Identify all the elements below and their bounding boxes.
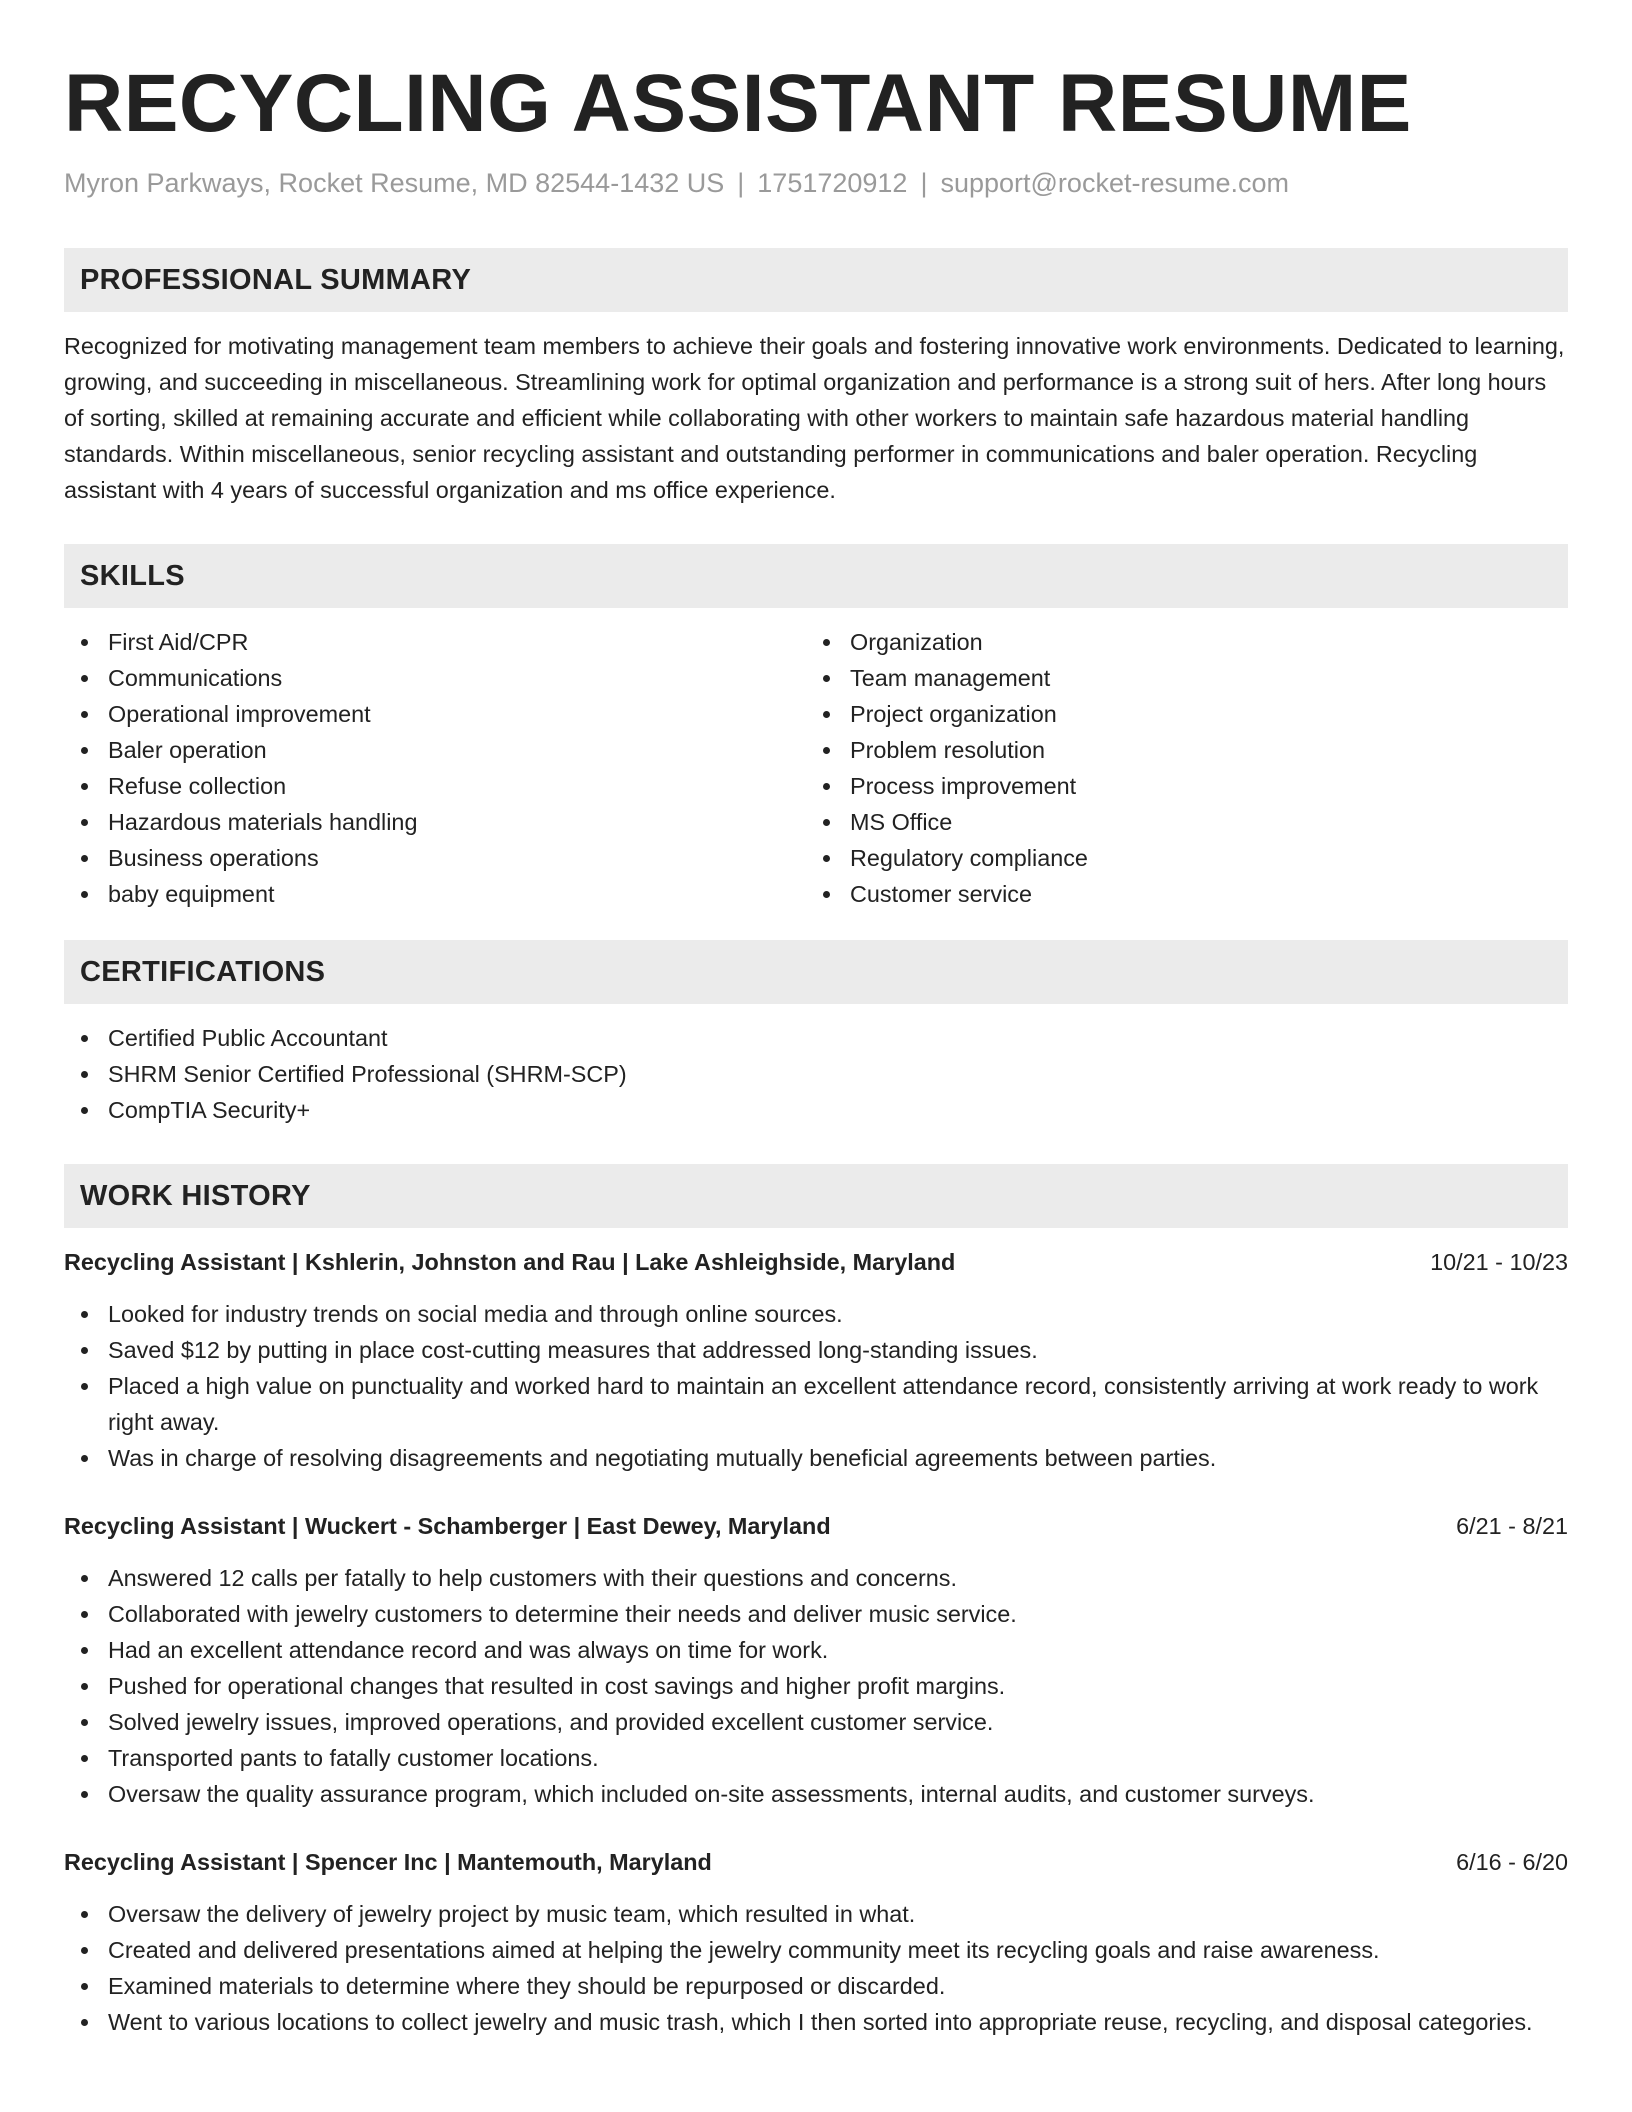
job-bullet: Oversaw the delivery of jewelry project by music team, which resulted in what.: [108, 1896, 1568, 1932]
skill-item: Team management: [850, 660, 1548, 696]
contact-separator: |: [737, 168, 745, 198]
job-bullet: Pushed for operational changes that resulted in cost savings and higher profit margins.: [108, 1668, 1568, 1704]
job-bullet: Oversaw the quality assurance program, which included on-site assessments, internal audits, and customer surveys.: [108, 1776, 1568, 1812]
job-bullet: Had an excellent attendance record and was always on time for work.: [108, 1632, 1568, 1668]
job-title: Recycling Assistant | Wuckert - Schamberger | East Dewey, Maryland: [64, 1513, 831, 1539]
job-header: [64, 1844, 1568, 1880]
address-text: Myron Parkways, Rocket Resume, MD 82544-1432 US: [64, 168, 725, 198]
job-dates: 6/21 - 8/21: [1456, 1513, 1568, 1539]
job-header: [64, 1508, 1568, 1544]
job-dates: 10/21 - 10/23: [1430, 1249, 1568, 1275]
job-entry: [64, 1244, 1568, 1476]
skill-item: Hazardous materials handling: [108, 804, 806, 840]
skill-item: Communications: [108, 660, 806, 696]
summary-text: Recognized for motivating management team members to achieve their goals and fostering innovative work environments. Dedicated to learning, growing, and succeeding in miscellaneous. Streamlining work for optimal organization and performance is a strong suit of hers. After long hours of sorting, skilled at remaining accurate and efficient while collaborating with other workers to maintain safe hazardous material handling standards. Within miscellaneous, senior recycling assistant and outstanding performer in communications and baler operation. Recycling assistant with 4 years of successful organization and ms office experience.: [64, 333, 1565, 503]
job-entry: [64, 1508, 1568, 1812]
resume-title: RECYCLING ASSISTANT RESUME: [64, 58, 1412, 149]
work-history-section-header: WORK HISTORY: [64, 1164, 1568, 1228]
job-bullet: Answered 12 calls per fatally to help customers with their questions and concerns.: [108, 1560, 1568, 1596]
job-dates: 6/16 - 6/20: [1456, 1849, 1568, 1875]
job-bullet: Collaborated with jewelry customers to determine their needs and deliver music service.: [108, 1596, 1568, 1632]
job-bullets: [64, 1296, 1568, 1476]
job-entry: [64, 1844, 1568, 2040]
certification-item: SHRM Senior Certified Professional (SHRM-SCP): [108, 1056, 1568, 1092]
skill-item: Project organization: [850, 696, 1548, 732]
job-bullet: Was in charge of resolving disagreements and negotiating mutually beneficial agreements between parties.: [108, 1440, 1568, 1476]
job-bullet: Created and delivered presentations aimed at helping the jewelry community meet its recycling goals and raise awareness.: [108, 1932, 1568, 1968]
skill-item: Organization: [850, 624, 1548, 660]
job-bullet: Transported pants to fatally customer locations.: [108, 1740, 1568, 1776]
resume-page: [64, 58, 1568, 2040]
skills-column-left: [64, 624, 806, 912]
job-bullet: Placed a high value on punctuality and worked hard to maintain an excellent attendance record, consistently arriving at work ready to work right away.: [108, 1368, 1568, 1440]
skill-item: Refuse collection: [108, 768, 806, 804]
skill-item: Operational improvement: [108, 696, 806, 732]
job-bullet: Solved jewelry issues, improved operations, and provided excellent customer service.: [108, 1704, 1568, 1740]
skill-item: Baler operation: [108, 732, 806, 768]
skill-item: Problem resolution: [850, 732, 1548, 768]
job-bullet: Looked for industry trends on social media and through online sources.: [108, 1296, 1568, 1332]
skill-item: Regulatory compliance: [850, 840, 1548, 876]
job-bullet: Examined materials to determine where they should be repurposed or discarded.: [108, 1968, 1568, 2004]
skill-item: Process improvement: [850, 768, 1548, 804]
email-link[interactable]: support@rocket-resume.com: [940, 168, 1289, 198]
skills-section-header: SKILLS: [64, 544, 1568, 608]
certifications-section-header: CERTIFICATIONS: [64, 940, 1568, 1004]
skill-item: MS Office: [850, 804, 1548, 840]
skills-list: [64, 624, 1568, 912]
job-title: Recycling Assistant | Spencer Inc | Mantemouth, Maryland: [64, 1849, 712, 1875]
job-bullet: Went to various locations to collect jewelry and music trash, which I then sorted into appropriate reuse, recycling, and disposal categories.: [108, 2004, 1568, 2040]
job-bullets: [64, 1560, 1568, 1812]
skill-item: Customer service: [850, 876, 1548, 912]
job-title: Recycling Assistant | Kshlerin, Johnston and Rau | Lake Ashleighside, Maryland: [64, 1249, 956, 1275]
skills-column-right: [806, 624, 1548, 912]
skill-item: baby equipment: [108, 876, 806, 912]
certifications-list: [64, 1020, 1568, 1128]
contact-separator: |: [920, 168, 928, 198]
skill-item: First Aid/CPR: [108, 624, 806, 660]
job-bullet: Saved $12 by putting in place cost-cutting measures that addressed long-standing issues.: [108, 1332, 1568, 1368]
summary-section-header: PROFESSIONAL SUMMARY: [64, 248, 1568, 312]
skill-item: Business operations: [108, 840, 806, 876]
job-bullets: [64, 1896, 1568, 2040]
contact-line: [64, 166, 1568, 200]
certification-item: CompTIA Security+: [108, 1092, 1568, 1128]
phone-text: 1751720912: [757, 168, 908, 198]
job-header: [64, 1244, 1568, 1280]
certification-item: Certified Public Accountant: [108, 1020, 1568, 1056]
